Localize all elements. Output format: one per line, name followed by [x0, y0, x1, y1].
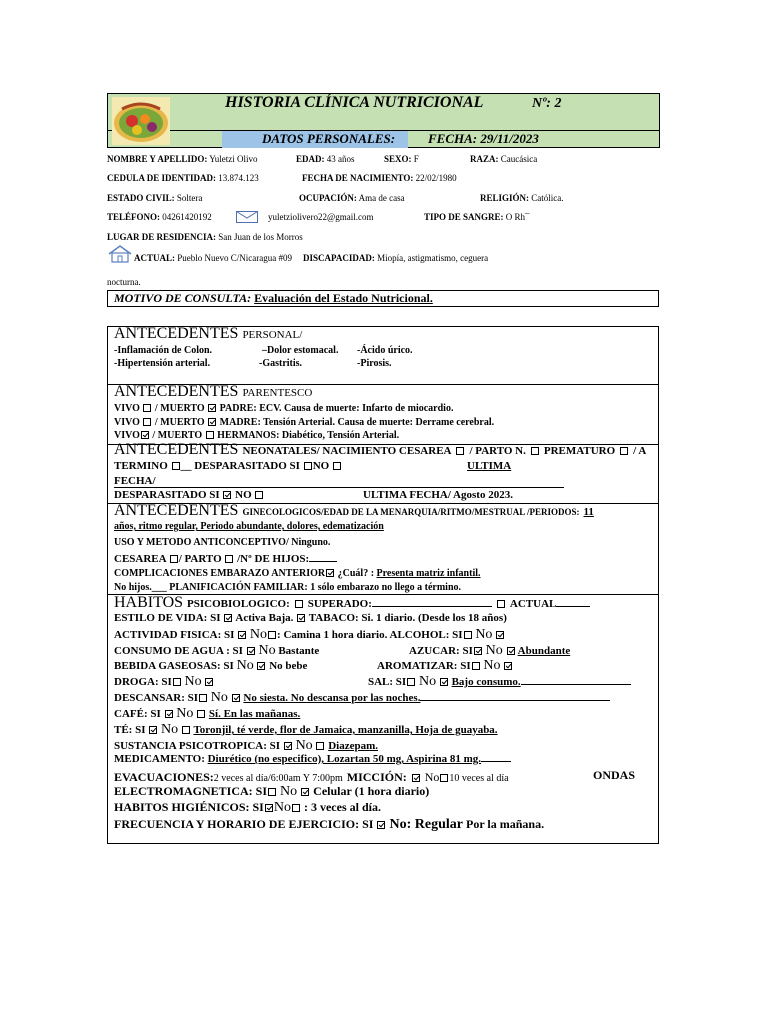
aromatizar-row: AROMATIZAR: SI No — [377, 658, 513, 674]
siblings-row: VIVO / MUERTO HERMANOS: Diabético, Tensión Arterial. — [114, 430, 400, 441]
estilo-row: ESTILO DE VIDA: SI Activa Baja. TABACO: Si. 1 diario. (Desde los 18 años) — [114, 612, 507, 624]
higienicos-row: HABITOS HIGIÉNICOS: SI No : 3 veces al día. — [114, 800, 381, 815]
birth-row: FECHA DE NACIMIENTO: 22/02/1980 — [302, 173, 457, 183]
personal-item: -Pirosis. — [357, 358, 392, 369]
father-row: VIVO / MUERTO PADRE: ECV. Causa de muerte: Infarto de miocardio. — [114, 403, 454, 414]
antecedentes-parentesco-heading: ANTECEDENTES PARENTESCO — [114, 383, 313, 400]
antecedentes-gineco-heading: ANTECEDENTES GINECOLOGICOS/EDAD DE LA MENARQUIA/RITMO/MESTRUAL /PERIODOS: 11 — [114, 502, 594, 519]
empty-checkbox-icon — [255, 491, 263, 499]
residence-row: LUGAR DE RESIDENCIA: San Juan de los Morros — [107, 232, 303, 242]
empty-checkbox-icon — [456, 447, 464, 455]
mother-row: VIVO / MUERTO MADRE: Tensión Arterial. Causa de muerte: Derrame cerebral. — [114, 417, 495, 428]
personal-item: -Hipertensión arterial. — [114, 358, 211, 369]
empty-checkbox-icon — [197, 710, 205, 718]
habitos-heading: HABITOS PSICOBIOLOGICO: SUPERADO: ACTUAL — [114, 594, 590, 612]
email-text: yuletziolivero22@gmail.com — [268, 212, 374, 222]
personal-item: –Dolor estomacal. — [262, 345, 339, 356]
gineco-details: años, ritmo regular, Periodo abundante, dolores, edematización — [114, 521, 384, 532]
desparasitado-row: DESPARASITADO SI NO — [114, 489, 264, 501]
record-date: FECHA: 29/11/2023 — [428, 131, 539, 146]
checked-checkbox-icon — [301, 788, 309, 796]
termino-row: TERMINO __ DESPARASITADO SI NO — [114, 460, 342, 472]
sal-row: SAL: SI No Bajo consumo. — [368, 674, 631, 690]
empty-checkbox-icon — [170, 555, 178, 563]
id-row: CEDULA DE IDENTIDAD: 13.874.123 — [107, 173, 259, 183]
empty-checkbox-icon — [531, 447, 539, 455]
checked-checkbox-icon — [141, 431, 149, 439]
civil-row: ESTADO CIVIL: Soltera — [107, 193, 203, 203]
empty-checkbox-icon — [225, 555, 233, 563]
evacuaciones-row: EVACUACIONES:2 veces al día/6:00am Y 7:00pm MICCIÓN: No 10 veces al día — [114, 770, 509, 784]
droga-row: DROGA: SI No — [114, 674, 214, 690]
personal-item: -Inflamación de Colon. — [114, 345, 213, 356]
personal-item: -Gastritis. — [259, 358, 303, 369]
empty-checkbox-icon — [464, 631, 472, 639]
checked-checkbox-icon — [412, 774, 420, 782]
section-title: DATOS PERSONALES: — [262, 131, 396, 146]
checked-checkbox-icon — [326, 569, 334, 577]
te-row: TÉ: SI No Toronjil, té verde, flor de Jamaica, manzanilla, Hoja de guayaba. — [114, 722, 498, 737]
ondas-label: ONDAS — [593, 768, 636, 782]
document-number: Nº: 2 — [532, 96, 562, 111]
checked-checkbox-icon — [474, 647, 482, 655]
job-row: OCUPACIÓN: Ama de casa — [299, 193, 405, 203]
checked-checkbox-icon — [257, 662, 265, 670]
medicamento-row: MEDICAMENTO: Diurético (no especifico), Lozartan 50 mg, Aspirina 81 mg. — [114, 753, 511, 765]
empty-checkbox-icon — [333, 462, 341, 470]
empty-checkbox-icon — [292, 804, 300, 812]
anticonceptivo-row: USO Y METODO ANTICONCEPTIVO/ Ninguno. — [114, 537, 331, 548]
empty-checkbox-icon — [182, 726, 190, 734]
descansar-row: DESCANSAR: SI No No siesta. No descansa por las noches. — [114, 690, 610, 706]
sex-row: SEXO: F — [384, 154, 419, 164]
empty-checkbox-icon — [407, 678, 415, 686]
empty-checkbox-icon — [143, 418, 151, 426]
empty-checkbox-icon — [295, 600, 303, 608]
antecedentes-personal-heading: ANTECEDENTES PERSONAL/ — [114, 325, 303, 342]
personal-item: -Ácido úrico. — [357, 345, 413, 356]
religion-row: RELIGIÓN: Católica. — [480, 193, 564, 203]
electro-row: ELECTROMAGNETICA: SI No Celular (1 hora diario) — [114, 784, 430, 799]
empty-checkbox-icon — [143, 404, 151, 412]
empty-checkbox-icon — [206, 431, 214, 439]
antecedentes-neonatales-heading: ANTECEDENTES NEONATALES/ NACIMIENTO CESAREA / PARTO N. PREMATURO / A — [114, 441, 647, 458]
sustancia-row: SUSTANCIA PSICOTROPICA: SI No Diazepam. — [114, 738, 378, 753]
phone-row: TELÉFONO: 04261420192 — [107, 212, 212, 222]
document-title: HISTORIA CLÍNICA NUTRICIONAL — [225, 94, 484, 111]
empty-checkbox-icon — [440, 774, 448, 782]
empty-checkbox-icon — [304, 462, 312, 470]
ejercicio-row: FRECUENCIA Y HORARIO DE EJERCICIO: SI No: Regular Por la mañana. — [114, 817, 545, 832]
checked-checkbox-icon — [377, 821, 385, 829]
checked-checkbox-icon — [265, 804, 273, 812]
checked-checkbox-icon — [284, 742, 292, 750]
checked-checkbox-icon — [232, 694, 240, 702]
checked-checkbox-icon — [238, 631, 246, 639]
ultima-label: ULTIMA — [467, 460, 512, 472]
name-row: NOMBRE Y APELLIDO: Yuletzi Olivo — [107, 154, 258, 164]
motivo-row: MOTIVO DE CONSULTA: Evaluación del Estado Nutricional. — [114, 291, 433, 305]
nutrition-logo — [112, 97, 170, 145]
empty-checkbox-icon — [172, 462, 180, 470]
checked-checkbox-icon — [507, 647, 515, 655]
empty-checkbox-icon — [268, 788, 276, 796]
empty-checkbox-icon — [472, 662, 480, 670]
cafe-row: CAFÉ: SI No Sí. En las mañanas. — [114, 706, 301, 721]
checked-checkbox-icon — [440, 678, 448, 686]
empty-checkbox-icon — [497, 600, 505, 608]
empty-checkbox-icon — [316, 742, 324, 750]
checked-checkbox-icon — [247, 647, 255, 655]
race-row: RAZA: Caucásica — [470, 154, 538, 164]
ultima-fecha: ULTIMA FECHA/ Agosto 2023. — [363, 489, 513, 501]
fecha-row: FECHA/ — [114, 475, 156, 487]
checked-checkbox-icon — [297, 614, 305, 622]
cesarea-row: CESAREA / PARTO /Nº DE HIJOS: — [114, 553, 337, 565]
disability-continued: nocturna. — [107, 277, 141, 287]
checked-checkbox-icon — [165, 710, 173, 718]
checked-checkbox-icon — [205, 678, 213, 686]
complicaciones-row: COMPLICACIONES EMBARAZO ANTERIOR ¿Cuál? : Presenta matriz infantil. — [114, 568, 481, 579]
fecha-underline — [114, 487, 564, 488]
gaseosas-row: BEBIDA GASEOSAS: SI No No bebe — [114, 658, 308, 673]
checked-checkbox-icon — [496, 631, 504, 639]
empty-checkbox-icon — [199, 694, 207, 702]
empty-checkbox-icon — [620, 447, 628, 455]
empty-checkbox-icon — [268, 631, 276, 639]
envelope-icon — [236, 211, 258, 223]
agua-row: CONSUMO DE AGUA : SI No Bastante — [114, 643, 320, 658]
actividad-row: ACTIVIDAD FISICA: SI No : Camina 1 hora diario. ALCOHOL: SI No — [114, 627, 505, 643]
age-row: EDAD: 43 años — [296, 154, 355, 164]
checked-checkbox-icon — [224, 614, 232, 622]
checked-checkbox-icon — [504, 662, 512, 670]
checked-checkbox-icon — [208, 418, 216, 426]
planificacion-row: No hijos.___ PLANIFICACIÓN FAMILIAR: 1 sólo embarazo no llego a término. — [114, 582, 462, 593]
checked-checkbox-icon — [149, 726, 157, 734]
house-icon — [107, 245, 133, 263]
checked-checkbox-icon — [223, 491, 231, 499]
disability-row: DISCAPACIDAD: Miopía, astigmatismo, ceguera — [303, 253, 489, 263]
empty-checkbox-icon — [173, 678, 181, 686]
checked-checkbox-icon — [208, 404, 216, 412]
blood-row: TIPO DE SANGRE: O Rh¯ — [424, 212, 530, 222]
current-address-row: ACTUAL: Pueblo Nuevo C/Nicaragua #09 — [134, 253, 292, 263]
azucar-row: AZUCAR: SI No Abundante — [409, 643, 571, 658]
